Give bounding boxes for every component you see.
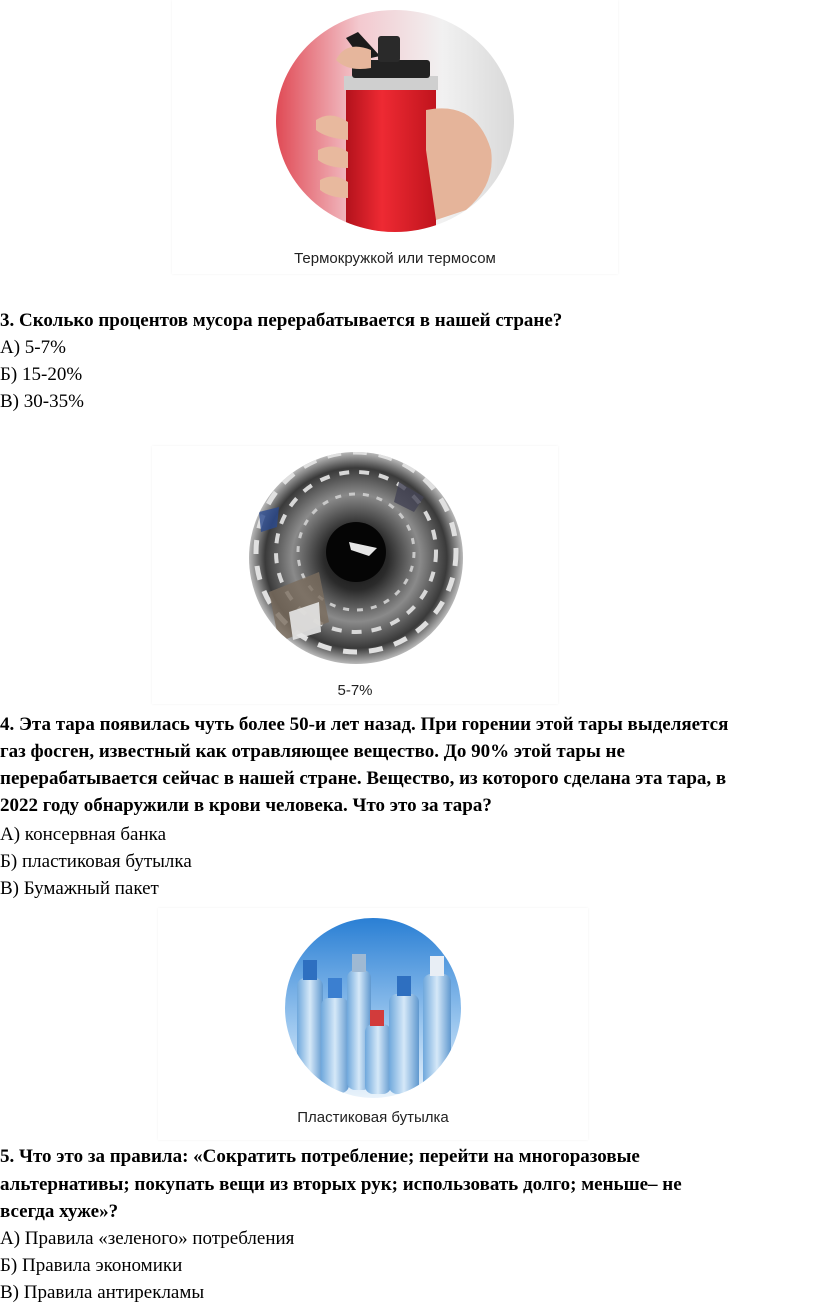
question-4-option-a: А) консервная банка [0, 824, 167, 845]
question-4-line-2: газ фосген, известный как отравляющее вещество. До 90% этой тары не [0, 741, 625, 762]
thermo-mug-photo [276, 10, 514, 232]
question-4-line-4: 2022 году обнаружили в крови человека. Что это за тара? [0, 795, 492, 816]
figure-drum [152, 446, 558, 704]
figure-caption: Пластиковая бутылка [297, 1109, 449, 1126]
question-4-option-b: Б) пластиковая бутылка [0, 851, 192, 872]
question-3-option-a: А) 5-7% [0, 337, 66, 358]
figure-bottles [158, 908, 588, 1140]
question-5-option-a: А) Правила «зеленого» потребления [0, 1228, 295, 1249]
question-3-option-b: Б) 15-20% [0, 364, 83, 385]
recycling-drum-photo [249, 452, 463, 664]
question-3-option-c: В) 30-35% [0, 391, 84, 412]
question-4-line-1: 4. Эта тара появилась чуть более 50-и лет назад. При горении этой тары выделяется [0, 714, 729, 735]
figure-caption: Термокружкой или термосом [294, 250, 496, 267]
question-5-option-c: В) Правила антирекламы [0, 1282, 205, 1303]
question-5-line-2: альтернативы; покупать вещи из вторых рук; использовать долго; меньше– не [0, 1174, 682, 1195]
figure-caption: 5-7% [337, 682, 373, 699]
question-5-line-1: 5. Что это за правила: «Сократить потребление; перейти на многоразовые [0, 1146, 640, 1167]
question-3-title: 3. Сколько процентов мусора перерабатывается в нашей стране? [0, 310, 563, 331]
question-4-option-c: В) Бумажный пакет [0, 878, 159, 899]
question-4-line-3: перерабатывается сейчас в нашей стране. Вещество, из которого сделана эта тара, в [0, 768, 727, 789]
question-5-line-3: всегда хуже»? [0, 1201, 119, 1222]
figure-thermo [172, 0, 618, 274]
plastic-bottles-photo [285, 918, 461, 1098]
question-5-option-b: Б) Правила экономики [0, 1255, 183, 1276]
